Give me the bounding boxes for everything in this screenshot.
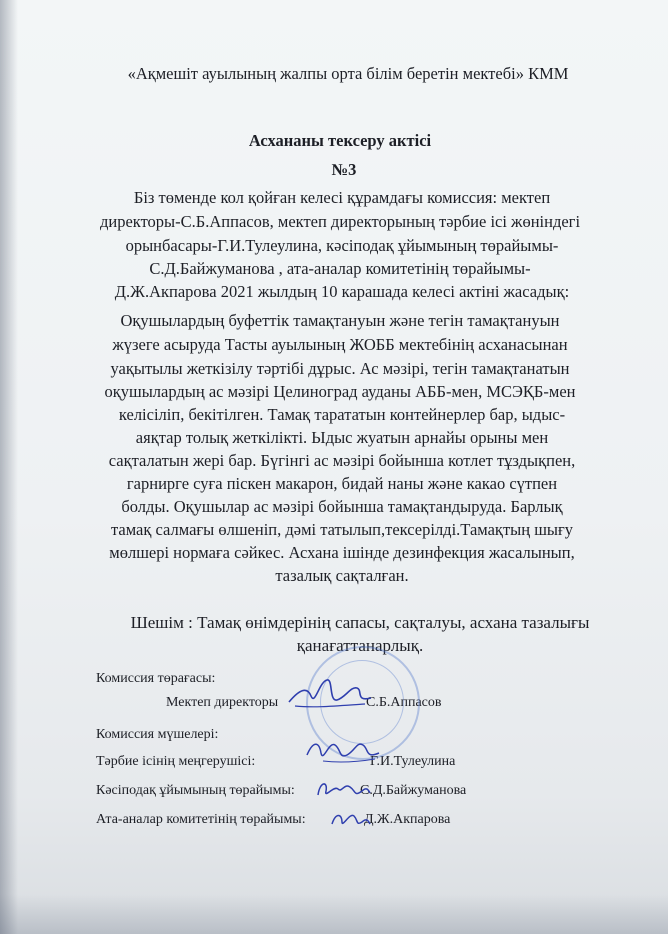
chair-role: Мектеп директоры xyxy=(166,695,279,710)
intro-line: Біз төменде кол қойған келесі құрамдағы комиссия: мектеп xyxy=(133,188,551,207)
intro-line: орынбасары-Г.И.Тулеулина, кәсіподақ ұйымының төрайымы- xyxy=(125,236,559,255)
document-title: Асхананы тексеру актісі xyxy=(248,131,432,150)
body-line: тамақ салмағы өлшеніп, дәмі татылып,тексерілді.Тамақтың шығу xyxy=(110,520,574,539)
body-line: гарнирге суға піскен макарон, бидай наны және какао сүтпен xyxy=(126,474,558,493)
chair-heading: Комиссия төрағасы: xyxy=(96,671,216,686)
member3-role: Ата-аналар комитетінің төрайымы: xyxy=(96,812,306,827)
members-heading: Комиссия мүшелері: xyxy=(96,727,219,742)
body-line: мөлшері нормаға сәйкес. Асхана ішінде дезинфекция жасалынып, xyxy=(109,543,575,562)
decision-line: Шешім : Тамақ өнімдерінің сапасы, сақталуы, асхана тазалығы xyxy=(130,613,590,632)
document-number: №3 xyxy=(331,160,357,179)
intro-line: С.Д.Байжуманова , ата-аналар комитетінің төрайымы- xyxy=(149,259,531,278)
body-line: тазалық сақталған. xyxy=(275,566,409,585)
intro-line: директоры-С.Б.Аппасов, мектеп директорының тәрбие ісі жөніндегі xyxy=(99,212,581,231)
chair-name: С.Б.Аппасов xyxy=(366,695,442,710)
organization-header: «Ақмешіт ауылының жалпы орта білім беретін мектебі» КММ xyxy=(127,64,569,83)
body-line: келісіліп, бекітілген. Тамақ тарататын контейнерлер бар, ыдыс- xyxy=(118,405,566,424)
member2-name: С.Д.Байжуманова xyxy=(360,783,467,798)
page-shadow-bottom xyxy=(0,894,668,934)
body-line: уақытылы жеткізілу тәртібі дұрыс. Ас мәзірі, тегін тамақтанатын xyxy=(110,359,570,378)
member1-role: Тәрбие ісінің меңгерушісі: xyxy=(96,754,256,769)
body-line: Оқушылардың буфеттік тамақтануын және тегін тамақтануын xyxy=(120,311,560,330)
member3-name: Д.Ж.Акпарова xyxy=(364,812,451,827)
decision-line: қанағаттанарлық. xyxy=(296,636,424,655)
school-seal-inner-ring xyxy=(320,660,404,744)
member1-name: Г.И.Тулеулина xyxy=(370,754,456,769)
body-line: жүзеге асыруда Тасты ауылының ЖОББ мектебінің асханасынан xyxy=(112,335,568,354)
member2-role: Кәсіподақ ұйымының төрайымы: xyxy=(96,783,295,798)
body-line: аяқтар толық жеткілікті. Ыдыс жуатын арнайы орыны мен xyxy=(135,428,549,447)
body-line: оқушылардың ас мәзірі Целиноград ауданы АББ-мен, МСЭҚБ-мен xyxy=(104,382,576,401)
intro-line: Д.Ж.Акпарова 2021 жылдың 10 карашада келесі актіні жасадық: xyxy=(114,282,570,301)
body-line: сақталатын жері бар. Бүгінгі ас мәзірі бойынша котлет тұздықпен, xyxy=(108,451,576,470)
body-line: болды. Оқушылар ас мәзірі бойынша тамақтандыруда. Барлық xyxy=(121,497,563,516)
